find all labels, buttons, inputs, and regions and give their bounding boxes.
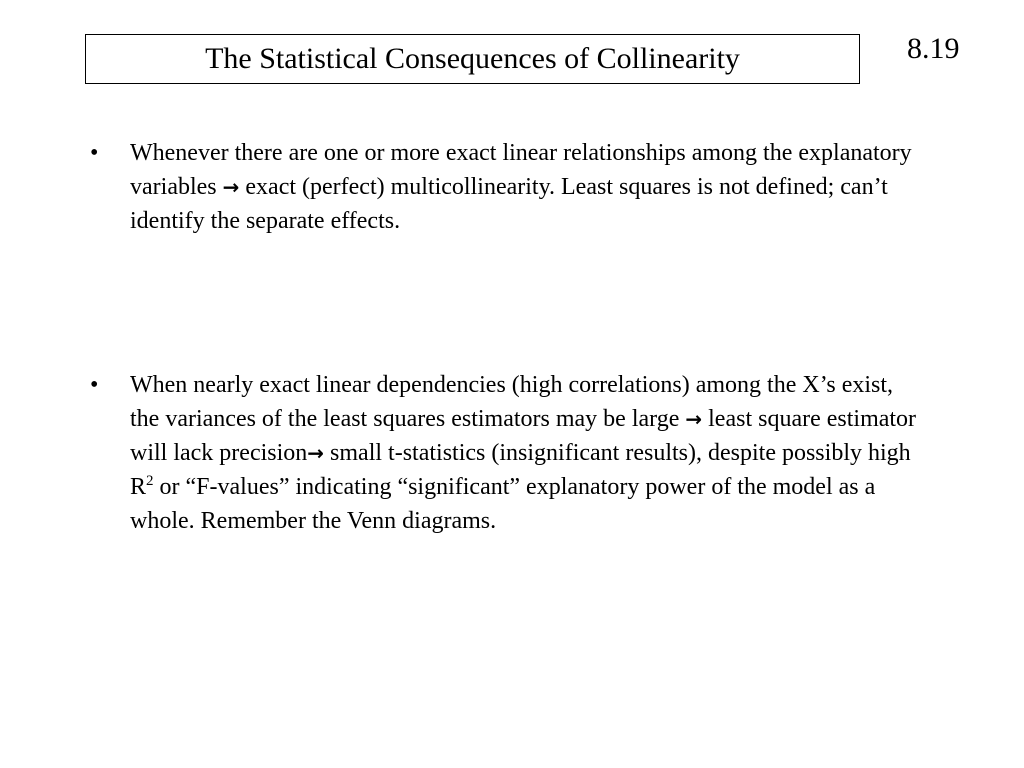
right-arrow-icon: →: [222, 175, 240, 199]
bullet-icon: •: [90, 140, 99, 166]
title-box: [85, 34, 860, 84]
bullet-text: [130, 368, 920, 538]
right-arrow-icon: →: [307, 441, 325, 465]
superscript-two: 2: [146, 473, 154, 489]
bullet-icon: •: [90, 372, 99, 398]
slide-title: The Statistical Consequences of Collinearity: [205, 42, 740, 75]
slide-number: 8.19: [907, 32, 960, 65]
bullet-text-segment: exact (perfect) multicollinearity. Least squares is not defined; can’t identify the separate effects.: [130, 174, 888, 234]
bullet-text-segment: When nearly exact linear dependencies (high correlations) among the X’s exist, the variances of the least squares estimators may be large: [130, 372, 894, 432]
bullet-text-segment: or “F-values” indicating “significant” explanatory power of the model as a whole. Remember the Venn diagrams.: [130, 474, 876, 534]
bullet-item-exact-collinearity: [90, 136, 920, 238]
bullet-text-segment: least square estimator will lack precision: [130, 406, 917, 466]
bullet-item-near-collinearity: [90, 368, 920, 538]
bullet-text-segment: small t-statistics (insignificant results), despite possibly high R: [130, 440, 911, 500]
right-arrow-icon: →: [685, 407, 703, 431]
bullet-text: [130, 136, 920, 238]
bullet-text-segment: Whenever there are one or more exact linear relationships among the explanatory variables: [130, 140, 912, 200]
